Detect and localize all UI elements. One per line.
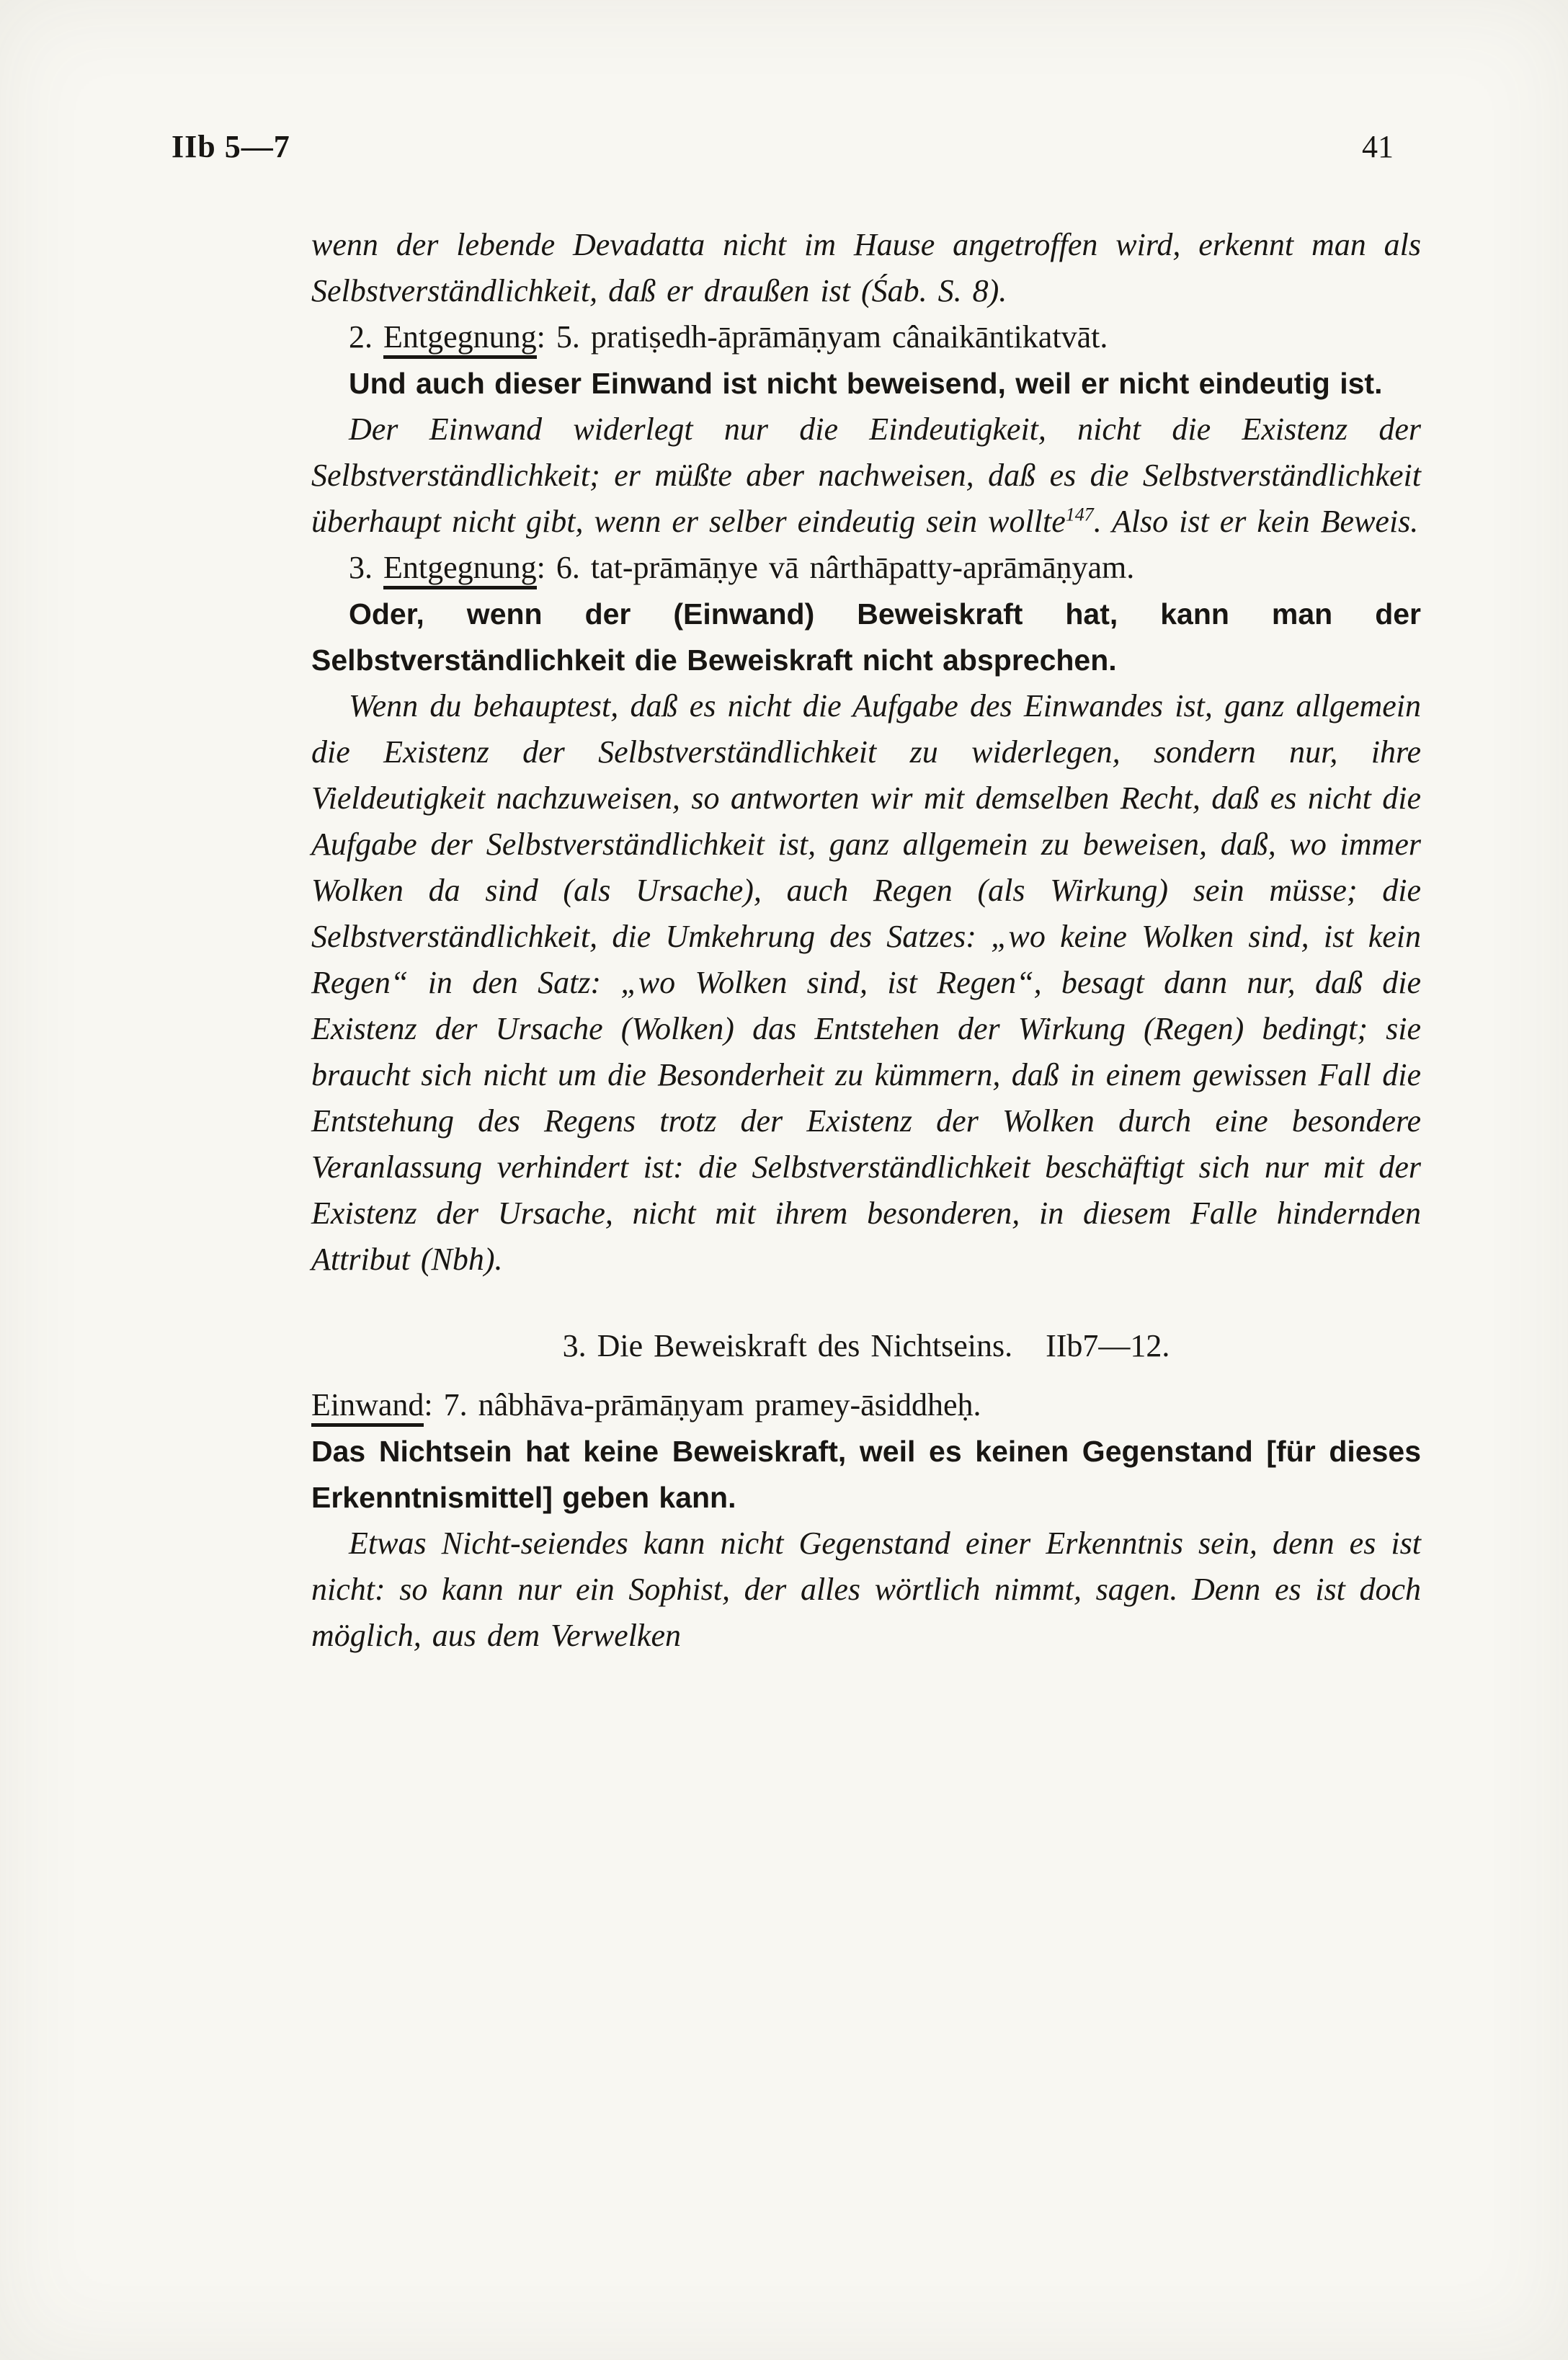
text-block	[311, 222, 1421, 1659]
entgegnung-3-keyword: Entgegnung	[383, 550, 537, 589]
section-heading-reference: IIb7—12.	[1046, 1328, 1170, 1363]
footnote-reference-147: 147	[1065, 504, 1094, 525]
commentary-1-text: Der Einwand widerlegt nur die Eindeutigkeit, nicht die Existenz der Selbstverständlichkeit; er müßte aber nachweisen, daß es die Selbstverständlichkeit überhaupt nicht gibt, wenn er selber eindeutig sein wollte	[311, 411, 1421, 539]
paragraph-commentary-3: Etwas Nicht-seiendes kann nicht Gegenstand einer Erkenntnis sein, denn es ist nicht: so kann nur ein Sophist, der alles wörtlich nimmt, sagen. Denn es ist doch möglich, aus dem Verwelken	[311, 1526, 1421, 1653]
commentary-1-text-after: . Also ist er kein Beweis.	[1093, 504, 1419, 539]
page-number: 41	[1362, 129, 1394, 164]
entgegnung-3-text: : 6. tat-prāmāṇye vā nârthāpatty-aprāmāṇyam.	[536, 550, 1135, 585]
paragraph-entgegnung-2	[311, 314, 1421, 360]
paragraph-entgegnung-3	[311, 545, 1421, 591]
section-heading	[311, 1323, 1421, 1369]
section-heading-title: 3. Die Beweiskraft des Nichtseins.	[562, 1328, 1013, 1363]
running-head	[172, 128, 1394, 166]
entgegnung-2-text: : 5. pratiṣedh-āprāmāṇyam cânaikāntikatvāt.	[536, 319, 1108, 355]
paragraph-commentary-2: Wenn du behauptest, daß es nicht die Aufgabe des Einwandes ist, ganz allgemein die Existenz der Selbstverständlichkeit zu widerlegen, sondern nur, ihre Vieldeutigkeit nachzuweisen, so antworten wir mit demselben Recht, daß es nicht die Aufgabe der Selbstverständlichkeit ist, ganz allgemein zu beweisen, daß, wo immer Wolken da sind (als Ursache), auch Regen (als Wirkung) sein müsse; die Selbstverständlichkeit, die Umkehrung des Satzes: „wo keine Wolken sind, ist kein Regen“ in den Satz: „wo Wolken sind, ist Regen“, besagt dann nur, daß die Existenz der Ursache (Wolken) das Entstehen der Wirkung (Regen) bedingt; sie braucht sich nicht um die Besonderheit zu kümmern, daß in einem gewissen Fall die Entstehung des Regens trotz der Existenz der Wolken durch eine besondere Veranlassung verhindert ist: die Selbstverständlichkeit beschäftigt sich nur mit der Existenz der Ursache, nicht mit ihrem besonderen, in diesem Falle hindernden Attribut (Nbh).	[311, 688, 1421, 1277]
einwand-7-text: : 7. nâbhāva-prāmāṇyam pramey-āsiddheḥ.	[424, 1387, 981, 1422]
section-reference: IIb 5—7	[172, 129, 290, 164]
paragraph-einwand-7	[311, 1382, 1421, 1428]
entgegnung-2-keyword: Entgegnung	[383, 319, 537, 359]
einwand-7-keyword: Einwand	[311, 1387, 424, 1427]
entgegnung-3-number: 3.	[349, 550, 383, 585]
entgegnung-2-number: 2.	[349, 319, 383, 355]
paragraph-bold-statement-2: Oder, wenn der (Einwand) Beweiskraft hat, kann man der Selbstverständlichkeit die Beweiskraft nicht absprechen.	[311, 597, 1421, 677]
paragraph-bold-statement-1: Und auch dieser Einwand ist nicht beweisend, weil er nicht eindeutig ist.	[349, 367, 1383, 400]
paragraph-bold-statement-3: Das Nichtsein hat keine Beweiskraft, weil es keinen Gegenstand [für dieses Erkenntnismittel] geben kann.	[311, 1435, 1421, 1514]
paragraph-commentary-1	[311, 406, 1421, 545]
paragraph-continuation-italic: wenn der lebende Devadatta nicht im Hause angetroffen wird, erkennt man als Selbstverständlichkeit, daß er draußen ist (Śab. S. 8).	[311, 227, 1421, 308]
